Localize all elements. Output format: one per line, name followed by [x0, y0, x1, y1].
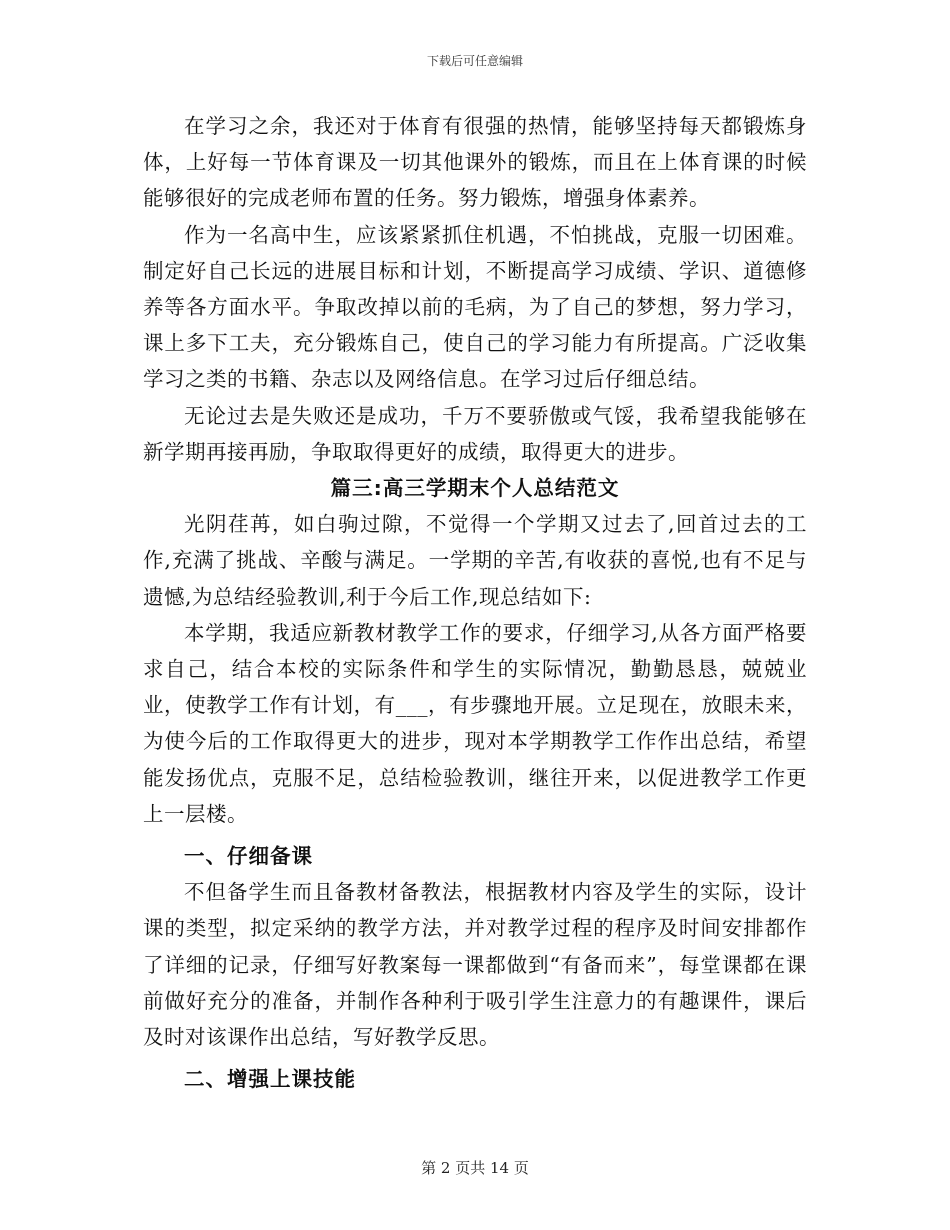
paragraph-lesson-prep: 不但备学生而且备教材备教法，根据教材内容及学生的实际，设计课的类型，拟定采纳的教学方法，并对教学过程的程序及时间安排都作了详细的记录，仔细写好教案每一课都做到“有备而来”，每堂课都在课前做好充分的准备，并制作各种利于吸引学生注意力的有趣课件，课后及时对该课作出总结，写好教学反思。: [143, 880, 807, 1050]
paragraph-progress: 无论过去是失败还是成功，千万不要骄傲或气馁，我希望我能够在新学期再接再励，争取取得更好的成绩，取得更大的进步。: [143, 403, 807, 464]
section-title: 篇三:高三学期末个人总结范文: [330, 476, 620, 501]
document-body: [143, 108, 807, 1097]
paragraph-goals: 作为一名高中生，应该紧紧抓住机遇，不怕挑战，克服一切困难。制定好自己长远的进展目标和计划，不断提高学习成绩、学识、道德修养等各方面水平。争取改掉以前的毛病，为了自己的梦想，努力学习，课上多下工夫，充分锻炼自己，使自己的学习能力有所提高。广泛收集学习之类的书籍、杂志以及网络信息。在学习过后仔细总结。: [143, 222, 807, 392]
paragraph-intro: 光阴荏苒，如白驹过隙，不觉得一个学期又过去了,回首过去的工作,充满了挑战、辛酸与满足。一学期的辛苦,有收获的喜悦,也有不足与遗憾,为总结经验教训,利于今后工作,现总结如下:: [143, 512, 807, 609]
heading-teaching-skills: 二、增强上课技能: [184, 1067, 356, 1092]
paragraph-sports: 在学习之余，我还对于体育有很强的热情，能够坚持每天都锻炼身体，上好每一节体育课及一切其他课外的锻炼，而且在上体育课的时候能够很好的完成老师布置的任务。努力锻炼，增强身体素养。: [143, 114, 807, 211]
page-header-note: 下载后可任意编辑: [426, 54, 523, 68]
page-number: 第 2 页共 14 页: [421, 1159, 529, 1177]
heading-lesson-prep: 一、仔细备课: [184, 844, 313, 869]
paragraph-semester: 本学期，我适应新教材教学工作的要求，仔细学习,从各方面严格要求自己，结合本校的实际条件和学生的实际情况，勤勤恳恳，兢兢业业，使教学工作有计划，有___，有步骤地开展。立足现在，放眼未来，为使今后的工作取得更大的进步，现对本学期教学工作作出总结，希望能发扬优点，克服不足，总结检验教训，继往开来，以促进教学工作更上一层楼。: [143, 620, 807, 826]
